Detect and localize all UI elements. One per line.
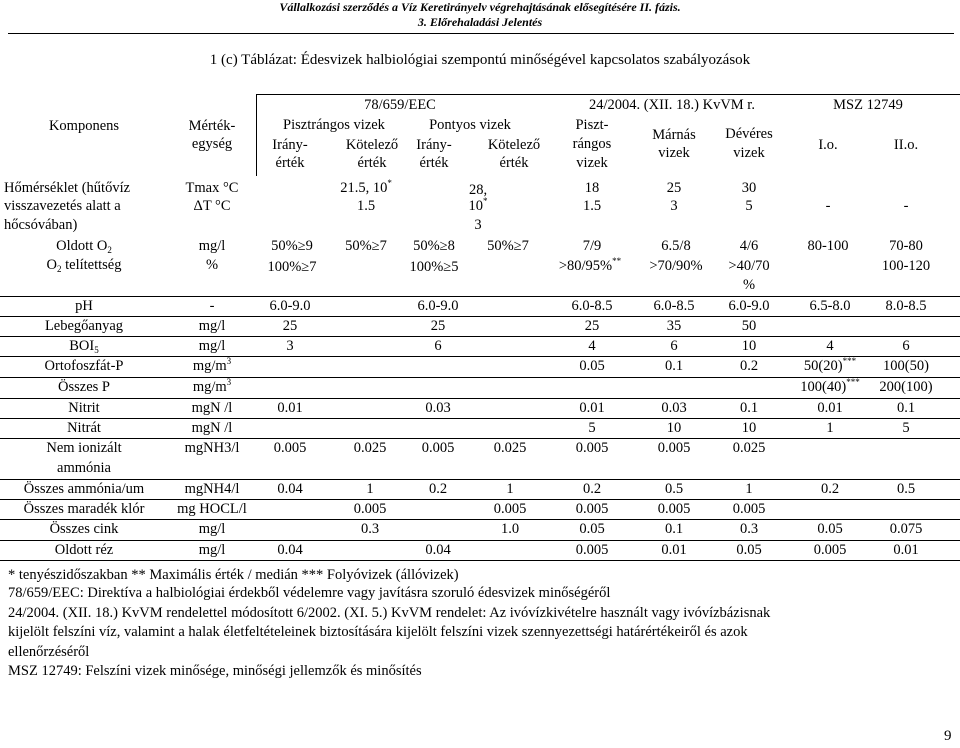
header-marnas-2: vizek xyxy=(658,145,690,161)
table-rule xyxy=(0,479,960,480)
cell-msz-io: 0.005 xyxy=(813,542,847,558)
header-pisztrangos: Pisztrángos vizek xyxy=(283,117,385,133)
hofok-name-3: hőcsóvában) xyxy=(4,217,78,233)
header-deveres: Dévéres xyxy=(725,126,773,142)
table-column-rule xyxy=(256,94,257,176)
header-pisztrangos-vizek-2: rángos xyxy=(572,136,612,152)
cell-mertekegyseg: $mg/m^3$ xyxy=(192,356,232,374)
cell-kvvm-marnas: 0.03 xyxy=(661,400,687,416)
cell-pontyos-irany: 25 xyxy=(430,318,446,334)
cell-kvvm-deveres: 0.05 xyxy=(736,542,762,558)
header-msz: MSZ 12749 xyxy=(833,97,903,113)
cell-kvvm-pisztrangos: 0.005 xyxy=(575,440,609,456)
cell-msz-io: 6.5-8.0 xyxy=(809,298,851,314)
cell-msz-iio: 5 xyxy=(902,420,910,436)
cell-kvvm-deveres: 0.005 xyxy=(732,501,766,517)
cell-kvvm-pisztrangos: 25 xyxy=(584,318,600,334)
hofok-deveres-2: 5 xyxy=(745,198,753,214)
cell-msz-io: 4 xyxy=(826,338,834,354)
cell-mertekegyseg: mgN /l xyxy=(191,420,233,436)
cell-mertekegyseg: mg/l xyxy=(198,521,226,537)
cell-mertekegyseg: - xyxy=(209,298,215,314)
cell-kvvm-pisztrangos: 6.0-8.5 xyxy=(571,298,613,314)
oxigen-iio: 70-80 xyxy=(889,238,923,254)
cell-mertekegyseg: mg/l xyxy=(198,318,226,334)
oxigen-pisztrangos: 7/9 xyxy=(582,238,602,254)
header-rule xyxy=(8,33,954,34)
cell-kvvm-marnas: 6 xyxy=(670,338,678,354)
hofok-marnas-2: 3 xyxy=(670,198,678,214)
page-number: 9 xyxy=(944,728,952,744)
hofok-unit-2: ΔT °C xyxy=(193,198,231,214)
cell-pontyos-kotelezo: 0.005 xyxy=(493,501,527,517)
hofok-pi-kotelezo-2: 1.5 xyxy=(356,198,376,214)
header-mertekegyseg: Mérték- xyxy=(188,118,236,134)
oxigen-pisztrangos-2: >80/95%** xyxy=(558,256,622,274)
table-rule xyxy=(0,499,960,500)
hofok-name: Hőmérséklet (hűtővíz xyxy=(4,180,131,196)
header-io: I.o. xyxy=(818,137,838,153)
hofok-pisztrangos: 18 xyxy=(584,180,600,196)
cell-komponens: Összes cink xyxy=(49,521,119,537)
cell-kvvm-pisztrangos: 0.01 xyxy=(579,400,605,416)
cell-msz-io: 1 xyxy=(826,420,834,436)
cell-komponens: Lebegőanyag xyxy=(44,318,124,334)
header-kotelezo-2: érték xyxy=(357,155,387,171)
cell-mertekegyseg: mgNH3/l xyxy=(184,440,240,456)
cell-komponens: Nitrit xyxy=(68,400,100,416)
hofok-deveres: 30 xyxy=(741,180,757,196)
header-pisztrangos-vizek: Piszt- xyxy=(575,117,609,133)
cell-pontyos-irany: 0.005 xyxy=(421,440,455,456)
cell-komponens: Összes ammónia/um xyxy=(23,481,145,497)
cell-pisztrangos-irany: 6.0-9.0 xyxy=(269,298,311,314)
oxigen-po-irany-2: 100%≥5 xyxy=(409,259,459,275)
cell-pisztrangos-irany: 0.01 xyxy=(277,400,303,416)
cell-mertekegyseg: mg/l xyxy=(198,542,226,558)
table-rule xyxy=(0,316,960,317)
cell-komponens: Nem ionizált xyxy=(46,440,122,456)
header-kotelezo: Kötelező xyxy=(487,137,541,153)
hofok-po-kotelezo: 28, xyxy=(468,182,488,198)
cell-mertekegyseg: mg/l xyxy=(198,338,226,354)
cell-msz-io: 100(40)*** xyxy=(800,377,860,395)
cell-pontyos-irany: 0.03 xyxy=(425,400,451,416)
cell-pisztrangos-kotelezo: 1 xyxy=(366,481,374,497)
header-mertekegyseg-2: egység xyxy=(191,136,233,152)
hofok-io: - xyxy=(825,198,831,214)
cell-kvvm-deveres: 10 xyxy=(741,420,757,436)
header-pisztrangos-vizek-3: vizek xyxy=(576,155,608,171)
cell-msz-iio: 8.0-8.5 xyxy=(885,298,927,314)
cell-pontyos-irany: 6 xyxy=(434,338,442,354)
table-rule xyxy=(0,296,960,297)
cell-kvvm-pisztrangos: 5 xyxy=(588,420,596,436)
cell-pisztrangos-irany: 0.04 xyxy=(277,542,303,558)
cell-pisztrangos-kotelezo: 0.3 xyxy=(360,521,380,537)
table-rule xyxy=(0,377,960,378)
header-kotelezo-2: érték xyxy=(499,155,529,171)
cell-pontyos-irany: 6.0-9.0 xyxy=(417,298,459,314)
cell-mertekegyseg: $mg/m^3$ xyxy=(192,377,232,395)
cell-kvvm-deveres: 50 xyxy=(741,318,757,334)
cell-kvvm-pisztrangos: 0.05 xyxy=(579,358,605,374)
cell-msz-iio: 0.5 xyxy=(896,481,916,497)
header-iio: II.o. xyxy=(893,137,919,153)
hofok-po-kotelezo-3: 3 xyxy=(474,217,482,233)
cell-komponens: Összes P xyxy=(58,379,110,395)
oxigen-deveres-2: >40/70 xyxy=(728,258,770,274)
cell-kvvm-deveres: 0.2 xyxy=(739,358,759,374)
oxigen-marnas: 6.5/8 xyxy=(661,238,691,254)
cell-komponens: Nitrát xyxy=(67,420,101,436)
header-irany-2: érték xyxy=(419,155,449,171)
cell-msz-io: 50(20)*** xyxy=(803,356,857,374)
cell-pontyos-irany: 0.2 xyxy=(428,481,448,497)
cell-komponens: pH xyxy=(75,298,93,314)
header-komponens: Komponens xyxy=(48,118,120,134)
oxigen-unit: mg/l xyxy=(198,238,226,254)
table-rule xyxy=(0,398,960,399)
hofok-marnas: 25 xyxy=(666,180,682,196)
footnote-kvvm-3: ellenőrzéséről xyxy=(8,644,90,660)
cell-kvvm-deveres: 6.0-9.0 xyxy=(728,298,770,314)
cell-kvvm-marnas: 0.01 xyxy=(661,542,687,558)
hofok-iio: - xyxy=(903,198,909,214)
cell-kvvm-deveres: 10 xyxy=(741,338,757,354)
header-marnas: Márnás xyxy=(652,127,696,143)
cell-pisztrangos-kotelezo: 0.005 xyxy=(353,501,387,517)
cell-pisztrangos-irany: 0.04 xyxy=(277,481,303,497)
oxigen-po-kotelezo: 50%≥7 xyxy=(487,238,529,254)
oxigen-unit-2: % xyxy=(205,257,219,273)
cell-msz-io: 0.2 xyxy=(820,481,840,497)
cell-pisztrangos-irany: 0.005 xyxy=(273,440,307,456)
cell-pontyos-kotelezo: 1 xyxy=(506,481,514,497)
hofok-unit: Tmax °C xyxy=(185,180,239,196)
table-rule xyxy=(0,336,960,337)
cell-msz-iio: 200(100) xyxy=(879,379,933,395)
cell-kvvm-marnas: 0.005 xyxy=(657,501,691,517)
oxigen-io: 80-100 xyxy=(807,238,849,254)
oxigen-po-irany: 50%≥8 xyxy=(413,238,455,254)
header-eec: 78/659/EEC xyxy=(364,97,436,113)
hofok-name-2: visszavezetés alatt a xyxy=(4,198,121,214)
cell-msz-iio: 100(50) xyxy=(883,358,929,374)
cell-msz-io: 0.05 xyxy=(817,521,843,537)
hofok-po-kotelezo-2: 10* xyxy=(468,196,488,214)
oxigen-name-2: $O_2$ telítettség xyxy=(46,257,122,274)
cell-pontyos-irany: 0.04 xyxy=(425,542,451,558)
header-kotelezo: Kötelező xyxy=(345,137,399,153)
oxigen-pi-kotelezo: 50%≥7 xyxy=(345,238,387,254)
cell-msz-iio: 0.01 xyxy=(893,542,919,558)
cell-kvvm-marnas: 0.1 xyxy=(664,358,684,374)
footnote-legend: * tenyészidőszakban ** Maximális érték / medián *** Folyóvizek (állóvizek) xyxy=(8,567,459,583)
cell-komponens: $BOI_5$ xyxy=(69,338,99,355)
footnote-kvvm: 24/2004. (XII. 18.) KvVM rendelettel módosított 6/2002. (XI. 5.) KvVM rendelet: Az ivóvízkivételre használt vagy ivóvízbázisnak xyxy=(8,605,771,621)
table-caption: 1 (c) Táblázat: Édesvizek halbiológiai szempontú minőségével kapcsolatos szabályozások xyxy=(209,52,751,68)
cell-kvvm-marnas: 35 xyxy=(666,318,682,334)
cell-pisztrangos-irany: 3 xyxy=(286,338,294,354)
cell-kvvm-deveres: 0.3 xyxy=(739,521,759,537)
cell-komponens: Ortofoszfát-P xyxy=(44,358,124,374)
table-rule xyxy=(0,519,960,520)
cell-msz-iio: 0.075 xyxy=(889,521,923,537)
oxigen-deveres: 4/6 xyxy=(739,238,759,254)
header-kvvm: 24/2004. (XII. 18.) KvVM r. xyxy=(589,97,755,113)
cell-kvvm-pisztrangos: 0.005 xyxy=(575,542,609,558)
oxigen-name: Oldott $O_2$ xyxy=(56,238,112,255)
cell-komponens: Oldott réz xyxy=(54,542,114,558)
oxigen-pi-irany-2: 100%≥7 xyxy=(267,259,317,275)
cell-msz-iio: 0.1 xyxy=(896,400,916,416)
cell-kvvm-deveres: 0.1 xyxy=(739,400,759,416)
table-rule xyxy=(0,418,960,419)
table-rule xyxy=(0,356,960,357)
table-top-rule xyxy=(256,94,960,95)
cell-kvvm-marnas: 0.5 xyxy=(664,481,684,497)
cell-kvvm-pisztrangos: 0.2 xyxy=(582,481,602,497)
document-header-line-2: 3. Előrehaladási Jelentés xyxy=(417,15,543,29)
cell-komponens: Összes maradék klór xyxy=(23,501,145,517)
cell-kvvm-marnas: 0.005 xyxy=(657,440,691,456)
hofok-pi-kotelezo: 21.5, 10* xyxy=(340,178,392,196)
header-pontyos: Pontyos vizek xyxy=(429,117,511,133)
cell-pisztrangos-kotelezo: 0.025 xyxy=(353,440,387,456)
header-deveres-2: vizek xyxy=(733,145,765,161)
cell-mertekegyseg: mg HOCL/l xyxy=(177,501,247,517)
cell-kvvm-deveres: 0.025 xyxy=(732,440,766,456)
cell-pontyos-kotelezo: 0.025 xyxy=(493,440,527,456)
table-rule xyxy=(0,438,960,439)
footnote-kvvm-2: kijelölt felszíni víz, valamint a halak életfeltételeinek biztosítására kijelölt felszíni vizek szennyezettségi határértékeiről és azok xyxy=(8,624,748,640)
oxigen-deveres-3: % xyxy=(742,277,756,293)
footnote-msz: MSZ 12749: Felszíni vizek minősége, minőségi jellemzők és minősítés xyxy=(8,663,422,679)
cell-kvvm-marnas: 10 xyxy=(666,420,682,436)
cell-msz-io: 0.01 xyxy=(817,400,843,416)
hofok-pisztrangos-2: 1.5 xyxy=(582,198,602,214)
table-rule xyxy=(0,540,960,541)
cell-pisztrangos-irany: 25 xyxy=(282,318,298,334)
cell-kvvm-pisztrangos: 0.005 xyxy=(575,501,609,517)
cell-kvvm-marnas: 0.1 xyxy=(664,521,684,537)
table-rule xyxy=(0,560,960,561)
header-irany: Irány- xyxy=(416,137,452,153)
cell-kvvm-marnas: 6.0-8.5 xyxy=(653,298,695,314)
oxigen-iio-2: 100-120 xyxy=(881,258,931,274)
cell-msz-iio: 6 xyxy=(902,338,910,354)
header-irany-2: érték xyxy=(275,155,305,171)
cell-kvvm-pisztrangos: 4 xyxy=(588,338,596,354)
footnote-eec: 78/659/EEC: Direktíva a halbiológiai érdekből védelemre vagy javításra szoruló édesvizek minőségéről xyxy=(8,585,611,601)
document-header-line-1: Vállalkozási szerződés a Víz Keretirányelv végrehajtásának elősegítésére II. fázis. xyxy=(279,0,681,14)
oxigen-pi-irany: 50%≥9 xyxy=(271,238,313,254)
cell-kvvm-pisztrangos: 0.05 xyxy=(579,521,605,537)
cell-mertekegyseg: mgNH4/l xyxy=(184,481,240,497)
oxigen-marnas-2: >70/90% xyxy=(649,258,703,274)
cell-pontyos-kotelezo: 1.0 xyxy=(500,521,520,537)
cell-komponens-line-2: ammónia xyxy=(57,460,111,476)
header-irany: Irány- xyxy=(272,137,308,153)
cell-mertekegyseg: mgN /l xyxy=(191,400,233,416)
cell-kvvm-deveres: 1 xyxy=(745,481,753,497)
